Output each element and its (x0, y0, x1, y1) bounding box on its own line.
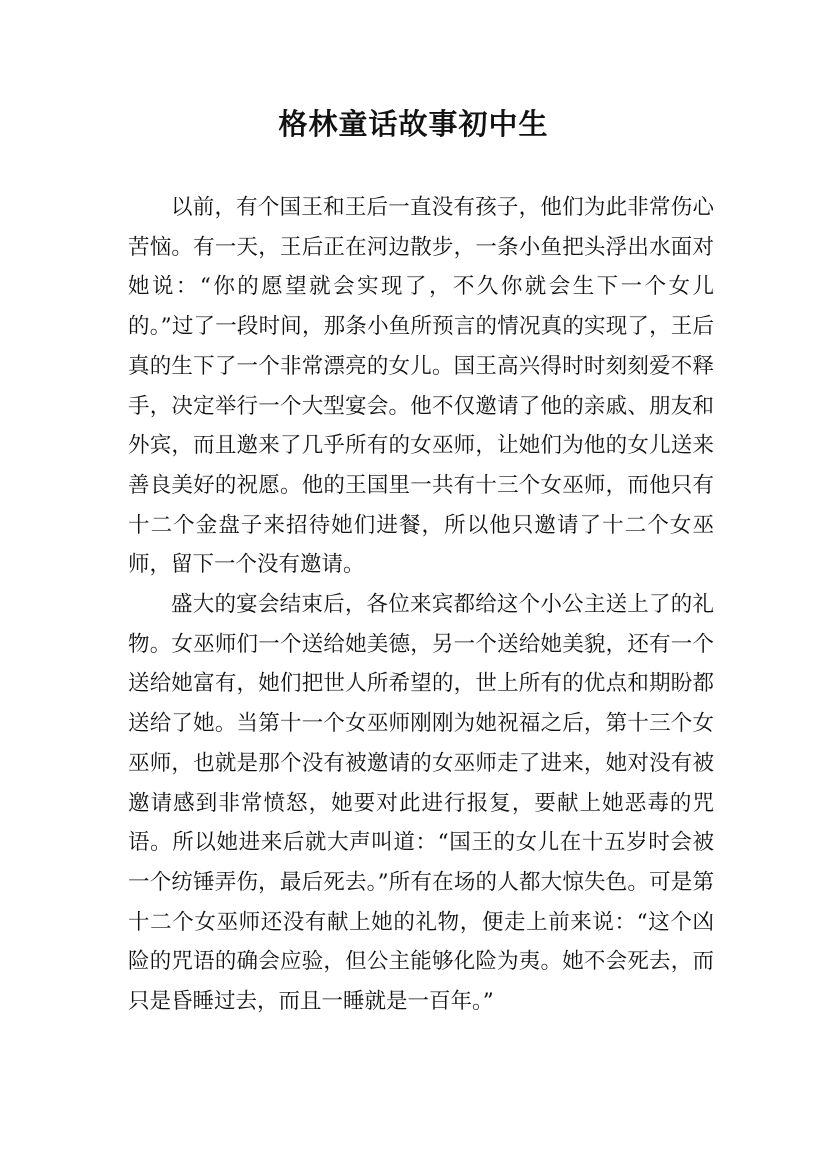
document-body (128, 188, 714, 1022)
document-title: 格林童话故事初中生 (278, 107, 549, 141)
paragraph-2: 盛大的宴会结束后，各位来宾都给这个小公主送上了的礼物。女巫师们一个送给她美德，另一个送给她美貌，还有一个送给她富有，她们把世人所希望的，世上所有的优点和期盼都送给了她。当第十一个女巫师刚刚为她祝福之后，第十三个女巫师，也就是那个没有被邀请的女巫师走了进来，她对没有被邀请感到非常愤怒，她要对此进行报复，要献上她恶毒的咒语。所以她进来后就大声叫道：“国王的女儿在十五岁时会被一个纺锤弄伤，最后死去。”所有在场的人都大惊失色。可是第十二个女巫师还没有献上她的礼物，便走上前来说：“这个凶险的咒语的确会应验，但公主能够化险为夷。她不会死去，而只是昏睡过去，而且一睡就是一百年。” (128, 592, 714, 1015)
paragraph-1: 以前，有个国王和王后一直没有孩子，他们为此非常伤心苦恼。有一天，王后正在河边散步，一条小鱼把头浮出水面对她说：“你的愿望就会实现了，不久你就会生下一个女儿的。”过了一段时间，那条小鱼所预言的情况真的实现了，王后真的生下了一个非常漂亮的女儿。国王高兴得时时刻刻爱不释手，决定举行一个大型宴会。他不仅邀请了他的亲戚、朋友和外宾，而且邀来了几乎所有的女巫师，让她们为他的女儿送来善良美好的祝愿。他的王国里一共有十三个女巫师，而他只有十二个金盘子来招待她们进餐，所以他只邀请了十二个女巫师，留下一个没有邀请。 (128, 195, 714, 578)
